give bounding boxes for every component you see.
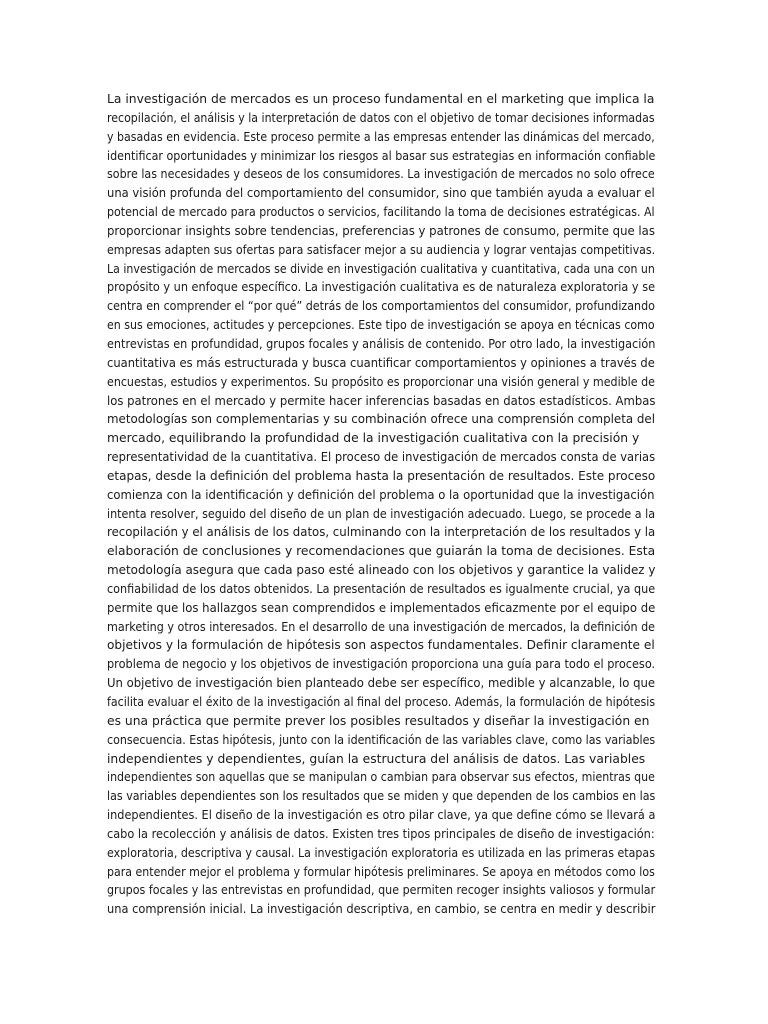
text-line: las variables dependientes son los resultados que se miden y que dependen de los cambios en las <box>107 788 656 804</box>
text-line: intenta resolver, seguido del diseño de un plan de investigación adecuado. Luego, se procede a la <box>107 505 656 521</box>
text-line: metodologías son complementarias y su combinación ofrece una comprensión completa del <box>107 411 655 427</box>
text-line: independientes son aquellas que se manipulan o cambian para observar sus efectos, mientras que <box>107 769 655 785</box>
text-line: permite que los hallazgos sean comprendidos e implementados eficazmente por el equipo de <box>107 599 656 615</box>
text-line: independientes y dependientes, guían la estructura del análisis de datos. Las variables <box>107 750 646 766</box>
text-line: etapas, desde la definición del problema hasta la presentación de resultados. Este proceso <box>107 467 656 483</box>
text-line: mercado, equilibrando la profundidad de la investigación cualitativa con la precisión y <box>107 430 640 446</box>
text-line: empresas adapten sus ofertas para satisfacer mejor a su audiencia y lograr ventajas competitivas. <box>107 241 656 257</box>
text-line: consecuencia. Estas hipótesis, junto con la identificación de las variables clave, como las variables <box>107 731 656 747</box>
text-line: confiabilidad de los datos obtenidos. La presentación de resultados es igualmente crucial, ya que <box>107 580 656 596</box>
text-line: los patrones en el mercado y permite hacer inferencias basadas en datos estadísticos. Ambas <box>107 392 656 408</box>
text-line: metodología asegura que cada paso esté alineado con los objetivos y garantice la validez y <box>107 562 656 578</box>
text-line: proporcionar insights sobre tendencias, preferencias y patrones de consumo, permite que las <box>107 222 655 238</box>
text-line: exploratoria, descriptiva y causal. La investigación exploratoria es utilizada en las primeras etapas <box>107 844 655 860</box>
text-line: representatividad de la cuantitativa. El proceso de investigación de mercados consta de varias <box>107 449 656 465</box>
body-text <box>107 90 667 919</box>
text-line: identificar oportunidades y minimizar los riesgos al basar sus estrategias en información confiable <box>107 147 656 163</box>
text-line: entrevistas en profundidad, grupos focales y análisis de contenido. Por otro lado, la investigación <box>107 335 656 351</box>
text-line: encuestas, estudios y experimentos. Su propósito es proporcionar una visión general y medible de <box>107 373 655 389</box>
text-line: grupos focales y las entrevistas en profundidad, que permiten recoger insights valiosos y formular <box>107 882 656 898</box>
text-line: cuantitativa es más estructurada y busca cuantificar comportamientos y opiniones a través de <box>107 354 655 370</box>
text-line: Un objetivo de investigación bien planteado debe ser específico, medible y alcanzable, lo que <box>107 675 656 691</box>
text-line: una visión profunda del comportamiento del consumidor, sino que también ayuda a evaluar el <box>107 185 655 201</box>
text-line: comienza con la identificación y definición del problema o la oportunidad que la investigación <box>107 486 655 502</box>
text-line: en sus emociones, actitudes y percepciones. Este tipo de investigación se apoya en técnicas como <box>107 317 655 333</box>
text-line: elaboración de conclusiones y recomendaciones que guiarán la toma de decisiones. Esta <box>107 543 656 559</box>
text-line: recopilación, el análisis y la interpretación de datos con el objetivo de tomar decisiones informadas <box>107 109 655 125</box>
text-line: cabo la recolección y análisis de datos. Existen tres tipos principales de diseño de investigación: <box>107 825 655 841</box>
text-line: La investigación de mercados es un proceso fundamental en el marketing que implica la <box>107 91 655 106</box>
text-line: independientes. El diseño de la investigación es otro pilar clave, ya que define cómo se llevará a <box>107 807 656 823</box>
text-line: es una práctica que permite prever los posibles resultados y diseñar la investigación en <box>107 712 650 728</box>
text-line: facilita evaluar el éxito de la investigación al final del proceso. Además, la formulación de hipótesis <box>107 694 656 709</box>
text-line: La investigación de mercados se divide en investigación cualitativa y cuantitativa, cada una con un <box>107 260 655 276</box>
text-line: recopilación y el análisis de los datos, culminando con la interpretación de los resultados y la <box>107 524 656 540</box>
text-line: objetivos y la formulación de hipótesis son aspectos fundamentales. Definir claramente el <box>107 637 655 653</box>
text-line: marketing y otros interesados. En el desarrollo de una investigación de mercados, la definición de <box>107 618 656 634</box>
text-line: problema de negocio y los objetivos de investigación proporciona una guía para todo el proceso. <box>107 656 656 672</box>
text-line: sobre las necesidades y deseos de los consumidores. La investigación de mercados no solo ofrece <box>107 166 655 182</box>
text-line: potencial de mercado para productos o servicios, facilitando la toma de decisiones estratégicas. Al <box>107 204 655 220</box>
text-line: una comprensión inicial. La investigación descriptiva, en cambio, se centra en medir y describir <box>107 901 656 917</box>
text-line: centra en comprender el “por qué” detrás de los comportamientos del consumidor, profundizando <box>107 298 655 314</box>
text-line: propósito y un enfoque específico. La investigación cualitativa es de naturaleza exploratoria y se <box>107 279 656 295</box>
text-line: para entender mejor el problema y formular hipótesis preliminares. Se apoya en métodos como los <box>107 863 655 879</box>
text-line: y basadas en evidencia. Este proceso permite a las empresas entender las dinámicas del mercado, <box>107 128 655 144</box>
